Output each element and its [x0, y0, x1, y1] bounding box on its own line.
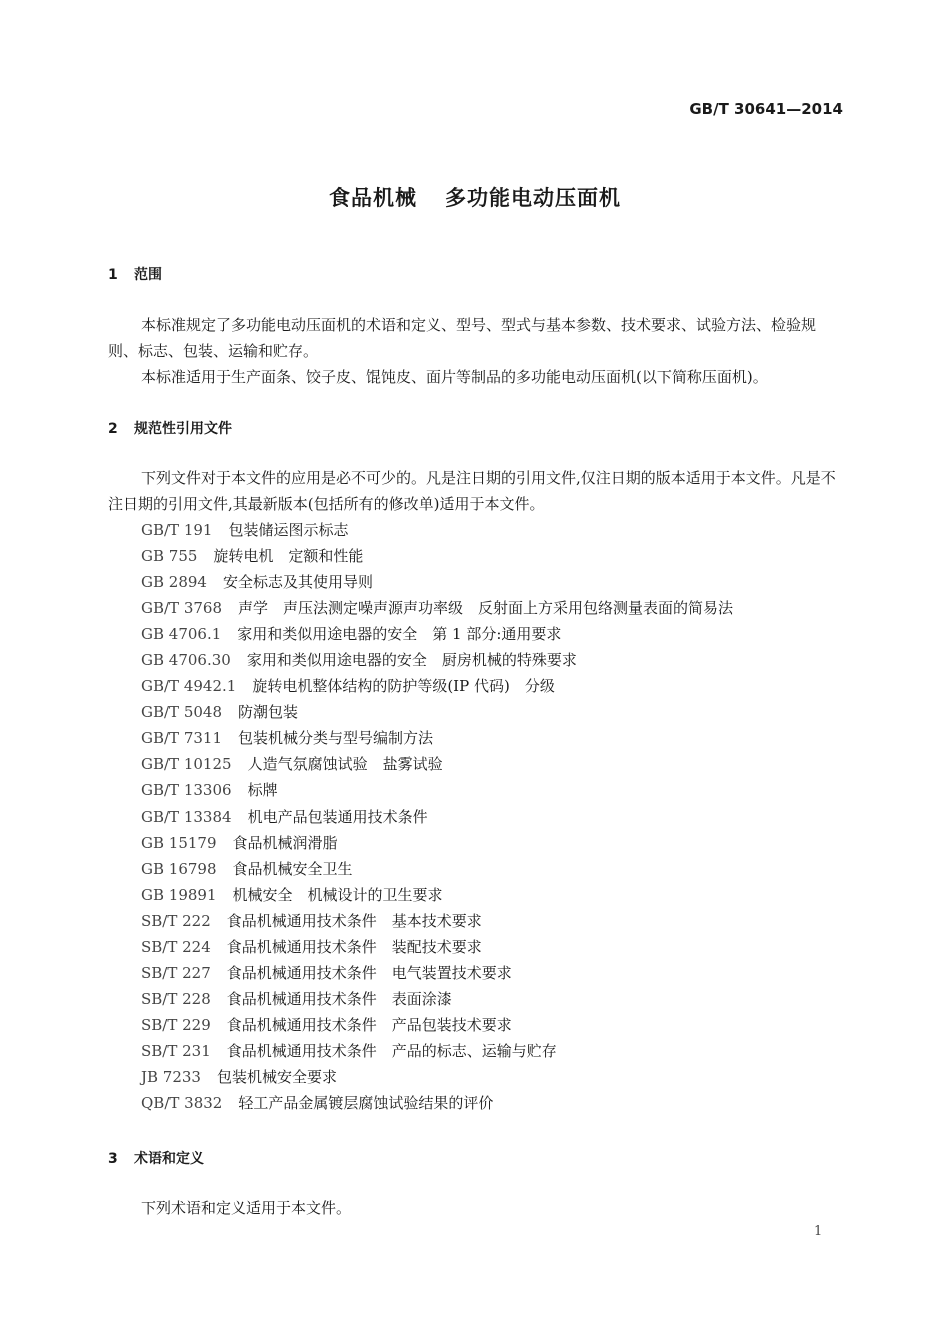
reference-code: JB 7233 [141, 1067, 201, 1086]
scope-paragraph-1: 本标准规定了多功能电动压面机的术语和定义、型号、型式与基本参数、技术要求、试验方法、检验规则、标志、包装、运输和贮存。 [108, 316, 817, 360]
section-3-body [108, 1195, 845, 1221]
section-1-body [108, 312, 845, 390]
reference-title: 标牌 [247, 781, 278, 800]
reference-list [141, 517, 733, 1116]
reference-title: 食品机械通用技术条件 电气装置技术要求 [226, 963, 512, 982]
reference-title: 声学 声压法测定噪声源声功率级 反射面上方采用包络测量表面的简易法 [238, 599, 734, 618]
section-3-heading [108, 1148, 204, 1168]
page-number: 1 [814, 1224, 823, 1239]
reference-item [141, 882, 733, 908]
reference-code: SB/T 229 [141, 1015, 211, 1034]
reference-code: SB/T 222 [141, 911, 211, 930]
reference-code: GB/T 5048 [141, 703, 223, 722]
reference-title: 人造气氛腐蚀试验 盐雾试验 [247, 755, 443, 774]
reference-title: 机电产品包装通用技术条件 [247, 807, 428, 826]
reference-item [141, 543, 733, 569]
reference-title: 包装机械安全要求 [216, 1067, 337, 1086]
section-2-intro [108, 465, 845, 517]
reference-title: 食品机械通用技术条件 产品的标志、运输与贮存 [226, 1041, 557, 1060]
reference-code: GB 4706.1 [141, 625, 222, 644]
scope-paragraph-2: 本标准适用于生产面条、饺子皮、馄饨皮、面片等制品的多功能电动压面机(以下简称压面机)。 [141, 368, 768, 386]
reference-item [141, 934, 733, 960]
reference-item [141, 1064, 733, 1090]
reference-item [141, 673, 733, 699]
reference-item [141, 1090, 733, 1116]
reference-title: 家用和类似用途电器的安全 厨房机械的特殊要求 [246, 651, 577, 670]
reference-code: GB 16798 [141, 859, 217, 878]
reference-code: QB/T 3832 [141, 1094, 223, 1113]
reference-item [141, 830, 733, 856]
reference-code: SB/T 228 [141, 989, 211, 1008]
reference-code: GB/T 10125 [141, 755, 232, 774]
reference-code: GB/T 191 [141, 521, 213, 539]
reference-item [141, 595, 733, 621]
reference-title: 防潮包装 [238, 703, 299, 722]
reference-code: GB/T 13306 [141, 781, 232, 800]
reference-title: 家用和类似用途电器的安全 第 1 部分:通用要求 [237, 625, 562, 644]
reference-title: 食品机械通用技术条件 基本技术要求 [226, 911, 482, 930]
section-title: 范围 [134, 267, 162, 283]
reference-title: 包装储运图示标志 [228, 521, 349, 539]
reference-code: GB/T 7311 [141, 729, 223, 748]
section-number: 3 [108, 1151, 118, 1167]
reference-title: 轻工产品金属镀层腐蚀试验结果的评价 [238, 1094, 494, 1113]
document-title [0, 182, 950, 212]
reference-code: GB 2894 [141, 573, 207, 592]
reference-item [141, 777, 733, 803]
reference-item [141, 960, 733, 986]
reference-code: GB 15179 [141, 833, 217, 852]
standard-code: GB/T 30641—2014 [689, 100, 843, 118]
reference-code: SB/T 227 [141, 963, 211, 982]
reference-item [141, 725, 733, 751]
reference-code: GB 4706.30 [141, 651, 231, 670]
reference-item [141, 751, 733, 777]
section-title: 规范性引用文件 [134, 421, 232, 437]
reference-code: SB/T 224 [141, 937, 211, 956]
reference-item [141, 569, 733, 595]
reference-item [141, 856, 733, 882]
references-intro: 下列文件对于本文件的应用是必不可少的。凡是注日期的引用文件,仅注日期的版本适用于本文件。凡是不注日期的引用文件,其最新版本(包括所有的修改单)适用于本文件。 [108, 469, 836, 513]
reference-item [141, 1038, 733, 1064]
reference-code: GB 755 [141, 547, 198, 566]
reference-code: SB/T 231 [141, 1041, 211, 1060]
section-1-heading [108, 264, 162, 284]
reference-title: 食品机械安全卫生 [232, 859, 353, 878]
reference-item [141, 647, 733, 673]
title-part-1: 食品机械 [329, 186, 417, 210]
reference-title: 机械安全 机械设计的卫生要求 [232, 885, 443, 904]
reference-item [141, 986, 733, 1012]
title-part-2: 多功能电动压面机 [445, 186, 621, 210]
reference-code: GB 19891 [141, 885, 217, 904]
reference-code: GB/T 4942.1 [141, 677, 237, 696]
reference-title: 食品机械通用技术条件 表面涂漆 [226, 989, 452, 1008]
reference-title: 安全标志及其使用导则 [222, 573, 373, 592]
reference-item [141, 517, 733, 543]
section-2-heading [108, 418, 232, 438]
reference-title: 旋转电机整体结构的防护等级(IP 代码) 分级 [252, 677, 555, 696]
reference-title: 旋转电机 定额和性能 [213, 547, 364, 566]
reference-item [141, 699, 733, 725]
reference-code: GB/T 3768 [141, 599, 223, 618]
reference-title: 食品机械通用技术条件 装配技术要求 [226, 937, 482, 956]
reference-code: GB/T 13384 [141, 807, 232, 826]
reference-item [141, 621, 733, 647]
reference-title: 包装机械分类与型号编制方法 [238, 729, 434, 748]
reference-title: 食品机械通用技术条件 产品包装技术要求 [226, 1015, 512, 1034]
reference-title: 食品机械润滑脂 [232, 833, 338, 852]
reference-item [141, 908, 733, 934]
section-number: 2 [108, 421, 118, 437]
terms-intro: 下列术语和定义适用于本文件。 [141, 1199, 352, 1217]
reference-item [141, 1012, 733, 1038]
section-title: 术语和定义 [134, 1151, 204, 1167]
reference-item [141, 804, 733, 830]
section-number: 1 [108, 267, 118, 283]
